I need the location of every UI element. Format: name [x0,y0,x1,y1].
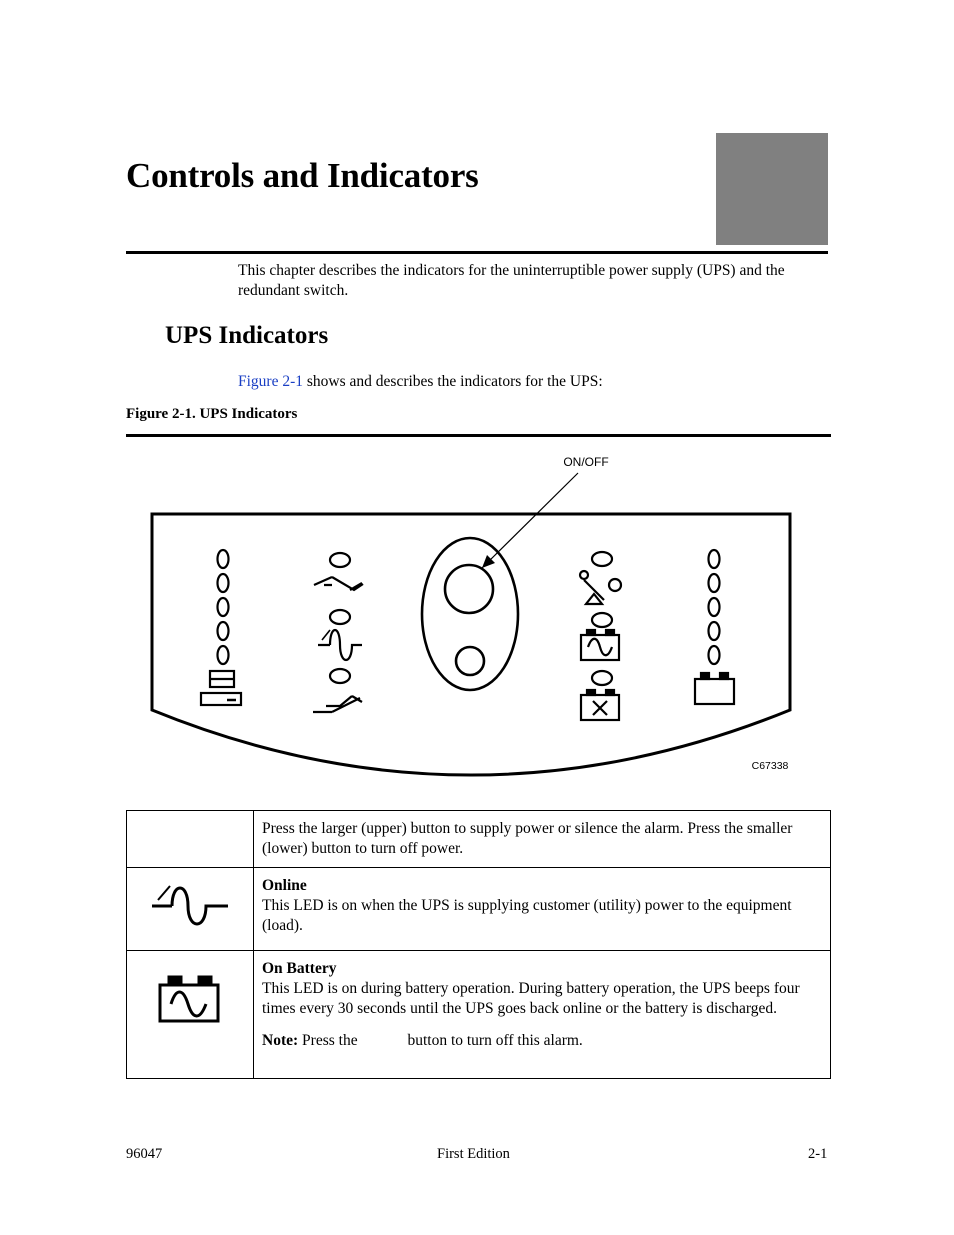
on-off-callout-label: ON/OFF [563,455,609,469]
chapter-intro: This chapter describes the indicators for the uninterruptible power supply (UPS) and the redundant switch. [238,262,785,299]
row-description [254,951,831,1079]
row-text: This LED is on during battery operation. During battery operation, the UPS beeps four times every 30 seconds until the UPS goes back online or the battery is discharged. [262,980,800,1017]
callout-leader-line [482,473,578,568]
note [262,1031,818,1051]
figure-rule [126,434,831,437]
fault-indicator [580,552,621,604]
figure-reference-paragraph [238,373,603,391]
note-label: Note: [262,1032,299,1049]
on-battery-icon [157,975,223,1025]
note-text-after: button to turn off this alarm. [407,1032,583,1049]
figure-link[interactable]: Figure 2-1 [238,373,304,390]
bypass-indicator [314,553,363,590]
panel-outline [152,514,790,775]
on-off-upper-button[interactable] [445,565,493,613]
battery-icon [695,673,734,704]
online-indicator [318,610,362,660]
footer-document-number: 96047 [126,1146,163,1162]
note-text-before: Press the [298,1032,362,1049]
row-description [254,811,831,868]
chapter-title: Controls and Indicators [126,156,479,195]
table-row [127,951,831,1079]
figure-reference-text: shows and describes the indicators for the UPS: [303,373,603,390]
load-level-leds [218,550,229,664]
load-icon [201,671,241,705]
indicator-table [126,810,831,1079]
boost-indicator [313,669,362,712]
row-text: Press the larger (upper) button to supply power or silence the alarm. Press the smaller (lower) button to turn off power. [262,820,793,857]
on-battery-indicator [581,613,619,660]
ups-front-panel-diagram [126,440,831,785]
row-description [254,868,831,951]
row-icon-cell [127,951,254,1079]
table-row [127,811,831,868]
title-rule [126,251,828,254]
section-heading: UPS Indicators [165,322,329,349]
row-title: Online [262,877,307,894]
row-title: On Battery [262,960,337,977]
footer-edition: First Edition [437,1146,510,1162]
chapter-tab-marker [716,133,828,245]
row-icon-cell-empty [127,811,254,868]
figure-caption: Figure 2-1. UPS Indicators [126,406,298,422]
replace-battery-indicator [581,671,619,720]
battery-level-leds [709,550,720,664]
row-icon-cell [127,868,254,951]
off-lower-button[interactable] [456,647,484,675]
figure-code: C67338 [751,760,789,772]
row-text: This LED is on when the UPS is supplying customer (utility) power to the equipment (load). [262,897,792,934]
footer-page-number: 2-1 [808,1146,828,1162]
online-sine-icon [150,880,230,932]
table-row [127,868,831,951]
